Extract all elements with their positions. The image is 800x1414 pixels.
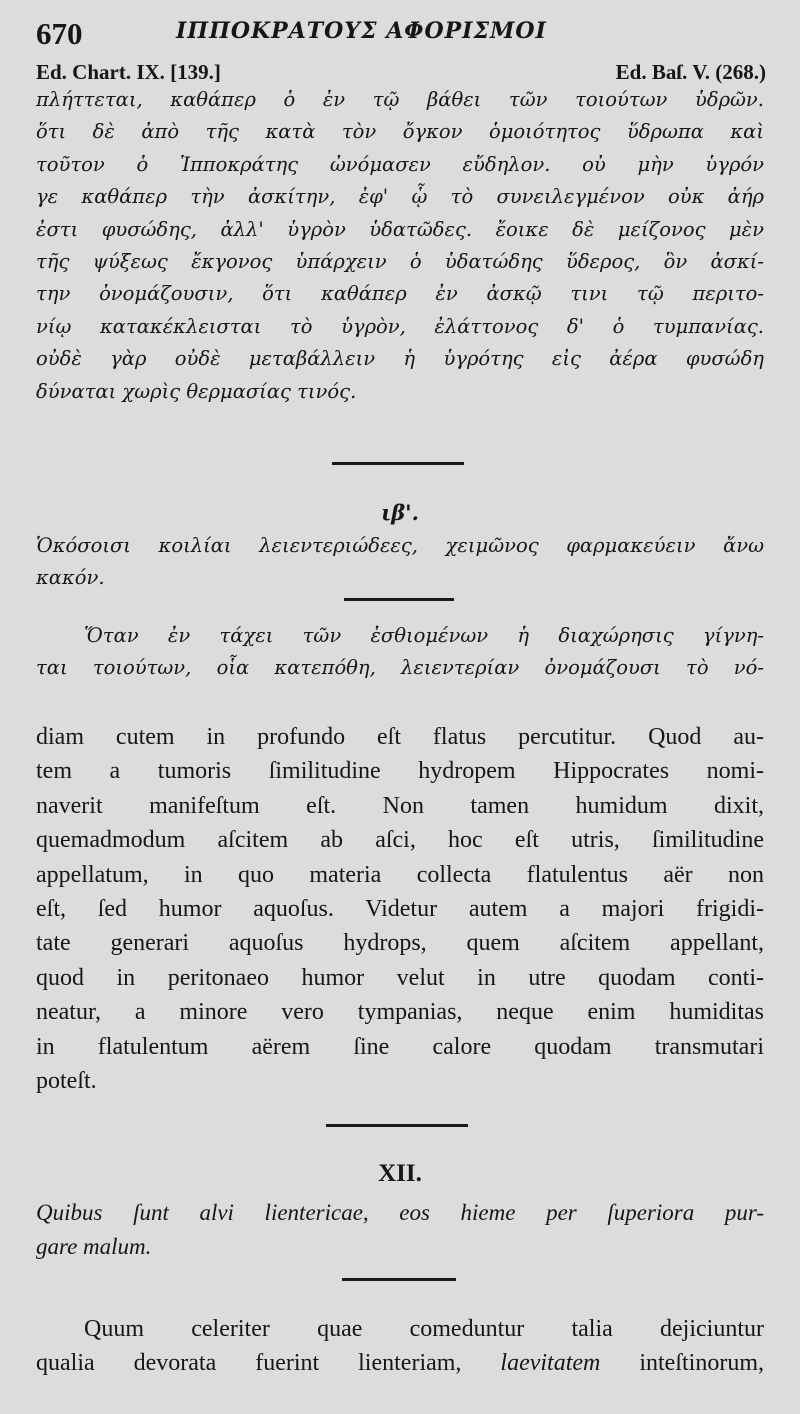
latin-commentary [36, 720, 764, 1098]
aphorism-divider [344, 598, 454, 601]
latin-commentary-continued [36, 1312, 764, 1381]
text-line: neatur, a minore vero tympanias, neque enim humiditas [36, 999, 764, 1026]
text-line: ὅτι δὲ ἀπὸ τῆς κατὰ τὸν ὄγκον ὁμοιότητος ὕδρωπα καὶ [36, 120, 764, 144]
text-line: την ὀνομάζουσιν, ὅτι καθάπερ ἐν ἀσκῷ τινι τῷ περιτο- [36, 282, 764, 306]
text-line: τῆς ψύξεως ἔκγονος ὑπάρχειν ὁ ὑδατώδης ὕδερος, ὃν ἀσκί- [36, 250, 764, 274]
running-title: ΙΠΠΟΚΡΑΤΟΥΣ ΑΦΟΡΙΣΜΟΙ [176, 18, 547, 44]
text-line: πλήττεται, καθάπερ ὁ ἐν τῷ βάθει τῶν τοιούτων ὑδρῶν. [36, 88, 764, 111]
text-line: tem a tumoris ſimilitudine hydropem Hippocrates nomi- [36, 758, 764, 785]
greek-aphorism [36, 530, 764, 595]
aphorism-divider [342, 1278, 456, 1281]
text-line: κακόν. [36, 566, 105, 590]
text-line: gare malum. [36, 1234, 152, 1259]
greek-section-number: ιβ'. [381, 500, 419, 525]
text-line: tate generari aquoſus hydrops, quem aſcitem appellant, [36, 930, 764, 957]
section-divider [326, 1124, 468, 1127]
text-line: Quibus ſunt alvi lientericae, eos hieme per ſuperiora pur- [36, 1200, 764, 1225]
text-line: in flatulentum aërem ſine calore quodam transmutari [36, 1033, 764, 1060]
latin-section-number: XII. [378, 1160, 422, 1187]
text-line: diam cutem in profundo eſt flatus percutitur. Quod au- [36, 724, 764, 750]
text-line: Quum celeriter quae comeduntur talia dejiciuntur [84, 1316, 764, 1342]
text-line: quod in peritonaeo humor velut in utre quodam conti- [36, 964, 764, 991]
text-run: qualia devorata fuerint lienteriam, [36, 1350, 501, 1377]
text-line: δύναται χωρὶς θερμασίας τινός. [36, 379, 357, 403]
text-line: νίῳ κατακέκλεισται τὸ ὑγρὸν, ἐλάττονος δ' ὁ τυμπανίας. [36, 314, 764, 338]
text-line: naverit manifeſtum eſt. Non tamen humidum dixit, [36, 792, 764, 819]
greek-commentary-continued [36, 620, 764, 685]
text-line: γε καθάπερ τὴν ἀσκίτην, ἐφ' ᾧ τὸ συνειλεγμένον οὐκ ἀήρ [36, 185, 764, 209]
edition-reference-left: Ed. Chart. IX. [139.] [36, 60, 221, 84]
edition-reference-right: Ed. Baſ. V. (268.) [615, 60, 766, 84]
page-header [36, 14, 766, 58]
text-run: inteſtinorum, [600, 1350, 764, 1377]
text-line: Ὅταν ἐν τάχει τῶν ἐσθιομένων ἡ διαχώρησις γίγνη- [84, 624, 764, 647]
text-line: Ὁκόσοισι κοιλίαι λειεντεριώδεες, χειμῶνος φαρμακεύειν ἄνω [36, 534, 764, 557]
text-line: appellatum, in quo materia collecta flatulentus aër non [36, 861, 764, 888]
text-line: eſt, ſed humor aquoſus. Videtur autem a majori frigidi- [36, 896, 764, 923]
text-line: οὐδὲ γὰρ οὐδὲ μεταβάλλειν ἡ ὑγρότης εἰς ἀέρα φυσώδη [36, 347, 764, 371]
text-line: ἐστι φυσώδης, ἀλλ' ὑγρὸν ὑδατῶδες. ἔοικε δὲ μείζονος μὲν [36, 217, 764, 241]
section-divider [332, 462, 464, 465]
text-line: poteſt. [36, 1068, 97, 1095]
italic-word: laevitatem [500, 1350, 601, 1377]
latin-aphorism [36, 1196, 764, 1264]
text-line [36, 1346, 764, 1380]
greek-commentary [36, 84, 764, 408]
text-line: quemadmodum aſcitem ab aſci, hoc eſt utris, ſimilitudine [36, 827, 764, 854]
page-number: 670 [36, 16, 83, 51]
text-line: ται τοιούτων, οἷα κατεπόθη, λειεντερίαν ὀνομάζουσι τὸ νό- [36, 656, 764, 680]
text-line: τοῦτον ὁ Ἱπποκράτης ὠνόμασεν εὔδηλον. οὐ μὴν ὑγρόν [36, 152, 764, 176]
